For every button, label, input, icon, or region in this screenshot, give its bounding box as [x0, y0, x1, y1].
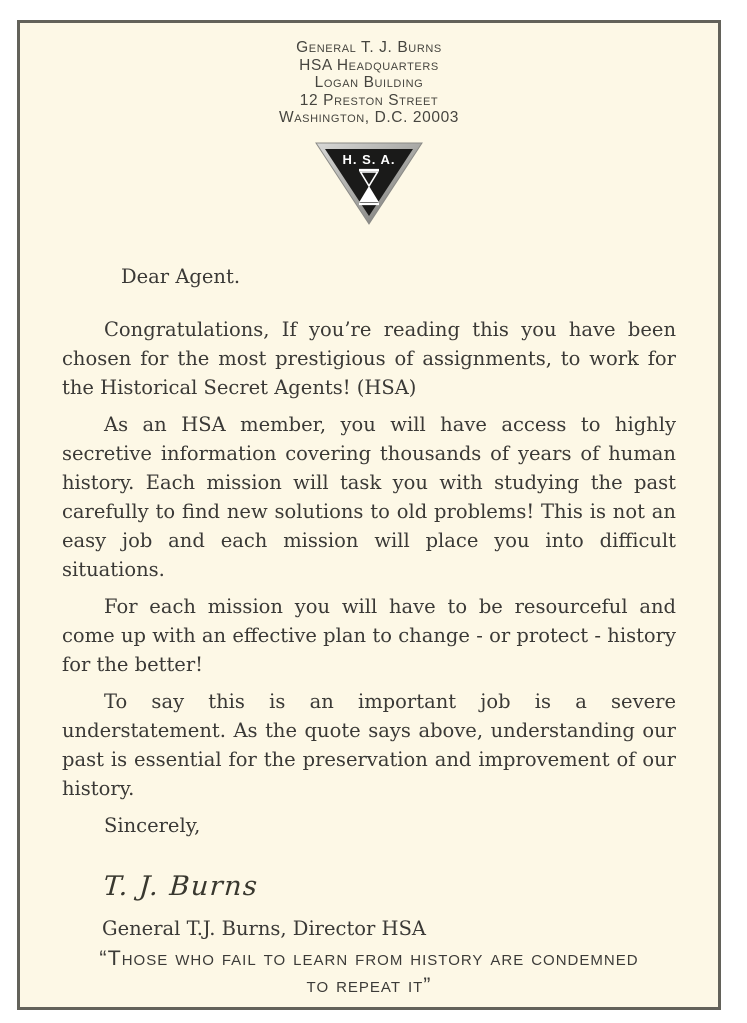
footer-quote: “Those who fail to learn from history are condemned to repeat it”	[99, 946, 639, 997]
letterhead-building: Logan Building	[314, 74, 424, 91]
letterhead-name: General T. J. Burns	[296, 39, 442, 56]
signature-title: General T.J. Burns, Director HSA	[102, 916, 427, 940]
salutation: Dear Agent.	[121, 264, 241, 288]
logo-label: H. S. A.	[342, 151, 396, 167]
hsa-triangle-hourglass-icon	[314, 141, 424, 226]
letter-body	[62, 226, 676, 943]
letterhead-org: HSA Headquarters	[299, 56, 439, 74]
letterhead	[62, 39, 676, 127]
letter-paragraph: Congratulations, If you’re reading this you have been chosen for the most prestigious of assignments, to work for the Historical Secret Agents! (HSA)	[62, 317, 676, 399]
letterhead-city: Washington, D.C. 20003	[278, 109, 460, 126]
letterhead-street: 12 Preston Street	[299, 91, 439, 109]
letter-page	[17, 20, 721, 1010]
letter-paragraph: As an HSA member, you will have access to highly secretive information covering thousands of years of human history. Each mission will task you with studying the past carefully to find new solutions to old problems! This is not an easy job and each mission will place you into difficult situations.	[62, 412, 676, 581]
letter-paragraph: To say this is an important job is a severe understatement. As the quote says above, understanding our past is essential for the preservation and improvement of our history.	[62, 689, 676, 800]
letter-paragraph: For each mission you will have to be resourceful and come up with an effective plan to change - or protect - history for the better!	[62, 594, 676, 676]
hsa-logo	[314, 141, 424, 226]
closing-line: Sincerely,	[104, 813, 201, 837]
handwritten-signature: T. J. Burns	[102, 870, 260, 902]
